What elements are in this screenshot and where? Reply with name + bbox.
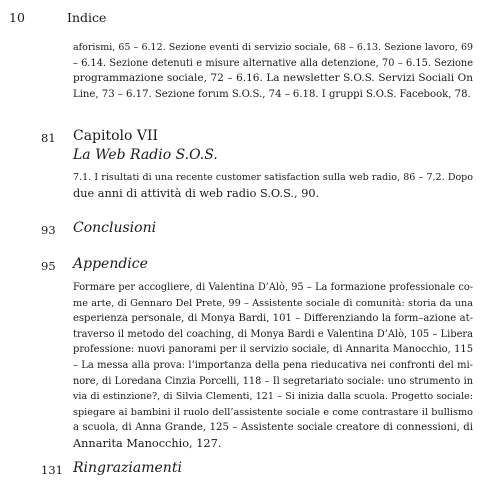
toc-page-number: 81	[41, 131, 56, 145]
toc-page-number: 95	[41, 259, 56, 273]
text-line: me arte, di Gennaro Del Prete, 99 – Assistente sociale di comunità: storia da una	[73, 297, 473, 309]
text-line: esperienza personale, di Monya Bardi, 101 – Differenziando la form–azione at-	[73, 313, 473, 325]
text-line: Annarita Manocchio, 127.	[73, 436, 222, 450]
ringraziamenti-title: Ringraziamenti	[73, 460, 182, 476]
chapter-subtitle: La Web Radio S.O.S.	[73, 147, 218, 163]
text-line: a scuola, di Anna Grande, 125 – Assistente sociale creatore di connessioni, di	[73, 422, 473, 434]
text-line: – La messa alla prova: l’importanza della pena rieducativa nei confronti del mi-	[73, 359, 473, 371]
text-line: via di estinzione?, di Silvia Clementi, 121 – Si inizia dalla scuola. Progetto sociale:	[73, 391, 473, 403]
text-line: due anni di attività di web radio S.O.S., 90.	[73, 186, 320, 200]
appendice-entries	[73, 280, 473, 452]
text-line: aforismi, 65 – 6.12. Sezione eventi di servizio sociale, 68 – 6.13. Sezione lavoro, 69	[73, 42, 473, 53]
running-header	[9, 10, 106, 25]
text-line: professione: nuovi panorami per il servizio sociale, di Annarita Manocchio, 115	[73, 344, 473, 356]
toc-page-number: 93	[41, 223, 56, 237]
text-line: spiegare ai bambini il ruolo dell’assistente sociale e come contrastare il bullismo	[73, 406, 473, 418]
chapter-title: Capitolo VII	[73, 128, 159, 144]
text-line: programmazione sociale, 72 – 6.16. La newsletter S.O.S. Servizi Sociali On	[73, 72, 473, 85]
text-line: traverso il metodo del coaching, di Monya Bardi e Valentina D’Alò, 105 – Libera	[73, 328, 473, 340]
text-line: 7.1. I risultati di una recente customer satisfaction sulla web radio, 86 – 7.2. Dopo	[73, 172, 473, 183]
chapter6-continuation	[73, 40, 473, 102]
conclusioni-title: Conclusioni	[73, 220, 157, 236]
header-page-number: 10	[9, 10, 25, 25]
header-title: Indice	[67, 10, 107, 25]
chapter7-sections	[73, 170, 473, 201]
appendice-title: Appendice	[73, 256, 148, 272]
toc-page-number: 131	[41, 463, 63, 477]
text-line: Line, 73 – 6.17. Sezione forum S.O.S., 74 – 6.18. I gruppi S.O.S. Facebook, 78.	[73, 88, 471, 100]
text-line: Formare per accogliere, di Valentina D’Alò, 95 – La formazione professionale co-	[73, 282, 473, 293]
text-line: – 6.14. Sezione detenuti e misure alternative alla detenzione, 70 – 6.15. Sezione	[73, 57, 473, 69]
text-line: nore, di Loredana Cinzia Porcelli, 118 – Il segretariato sociale: uno strumento in	[73, 375, 473, 387]
